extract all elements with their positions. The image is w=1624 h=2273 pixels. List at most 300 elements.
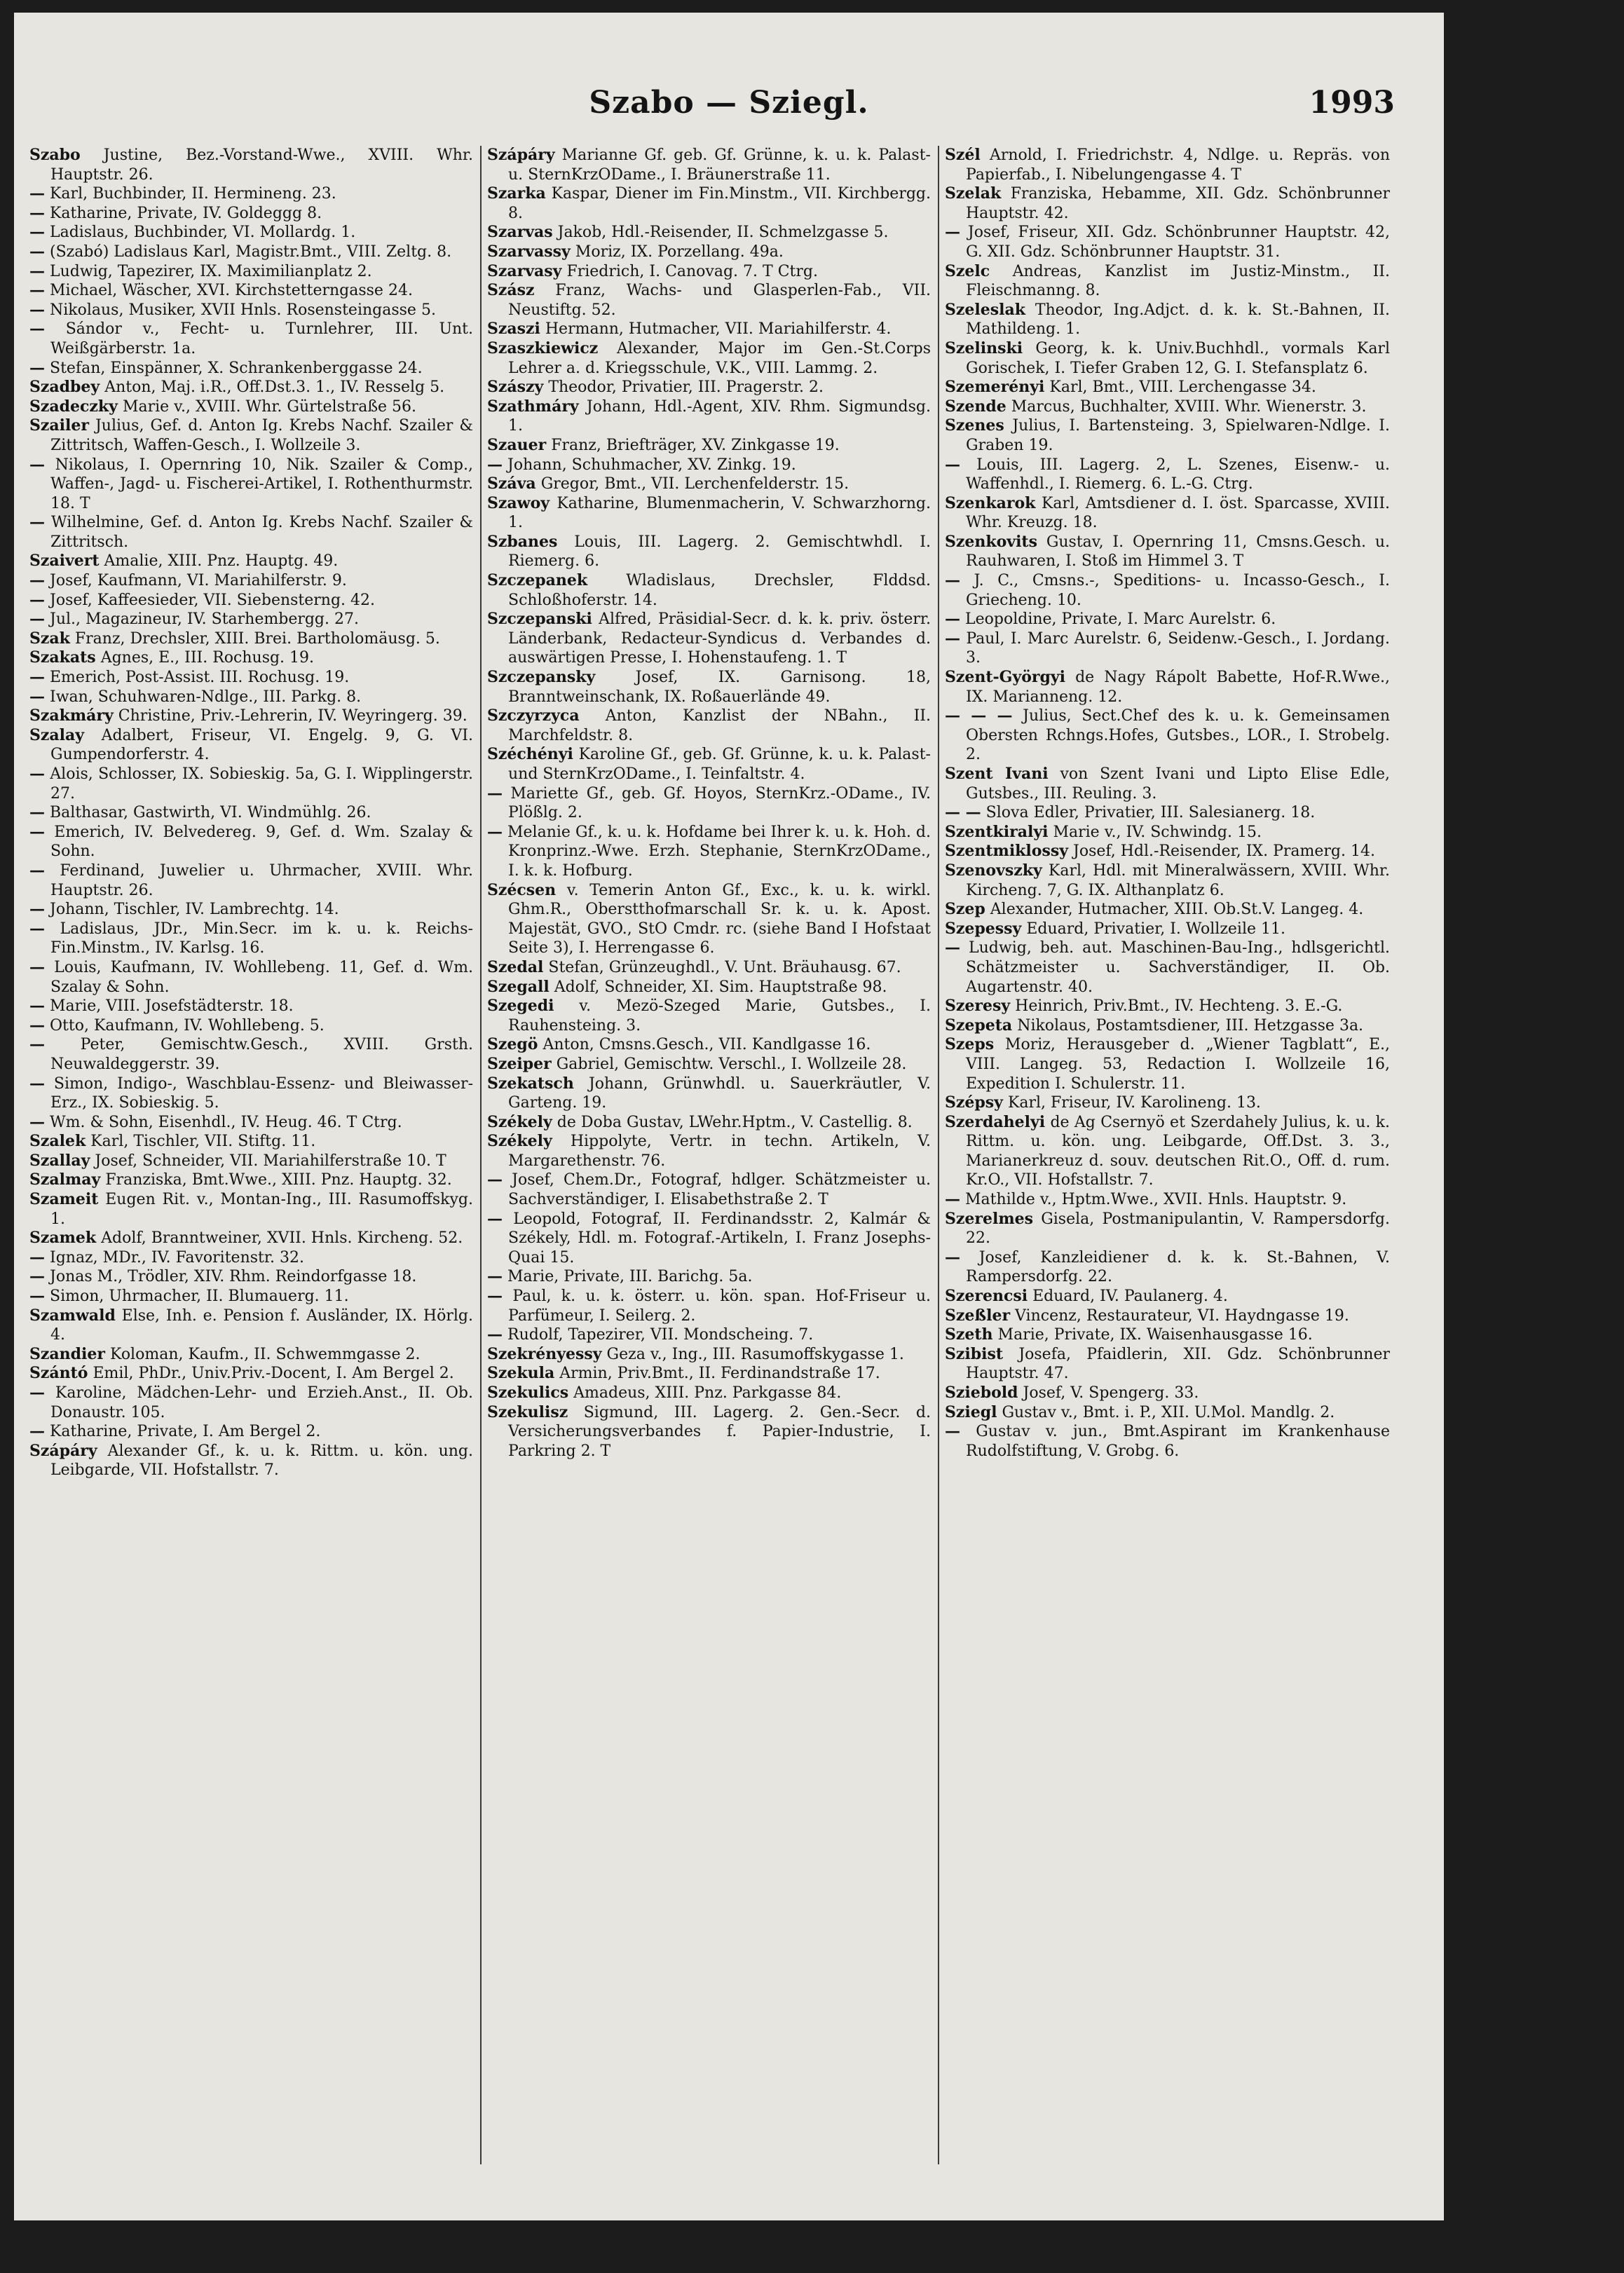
directory-entry — [487, 610, 931, 668]
entry-surname: Szent Ivani — [945, 765, 1049, 783]
directory-entry — [945, 378, 1390, 397]
entry-surname: — — [945, 455, 960, 474]
entry-details: Josef, Kanzleidiener d. k. k. St.-Bahnen, V. Rampersdorfg. 22. — [966, 1248, 1390, 1286]
entry-surname: Szauer — [487, 435, 547, 454]
directory-entry — [487, 184, 931, 223]
entry-surname: — — [29, 1422, 45, 1441]
entry-surname: Szekula — [487, 1364, 555, 1383]
entry-surname: Szarka — [487, 184, 546, 203]
directory-entry — [29, 1306, 473, 1345]
entry-surname: Szaszi — [487, 320, 540, 339]
entry-surname: Szeßler — [945, 1306, 1011, 1325]
directory-entry — [945, 900, 1390, 920]
entry-details: Marcus, Buchhalter, XVIII. Whr. Wienerstr. 3. — [1011, 397, 1367, 416]
directory-entry — [487, 1267, 931, 1287]
entry-surname: Szakats — [29, 648, 96, 667]
entry-surname: Szerelmes — [945, 1209, 1033, 1228]
entry-details: Rudolf, Tapezirer, VII. Mondscheing. 7. — [507, 1326, 814, 1344]
entry-surname: Szekulisz — [487, 1402, 568, 1421]
entry-details: Moriz, Herausgeber d. „Wiener Tagblatt“, E., VIII. Langeg. 53, Redaction I. Wollzeile 16, Expedition I. Schulerstr. 11. — [966, 1036, 1390, 1093]
entry-details: Stefan, Einspänner, X. Schrankenberggasse 24. — [50, 359, 423, 377]
directory-entry — [29, 416, 473, 455]
directory-entry — [29, 397, 473, 417]
directory-entry — [29, 204, 473, 224]
entry-surname: Szarvas — [487, 223, 553, 242]
directory-entry — [487, 997, 931, 1035]
entry-details: Vincenz, Restaurateur, VI. Haydngasse 19. — [1015, 1306, 1349, 1325]
directory-entry — [945, 184, 1390, 223]
entry-details: Josef, Friseur, XII. Gdz. Schönbrunner Hauptstr. 42, G. XII. Gdz. Schönbrunner Hauptstr. 31. — [966, 224, 1391, 261]
entry-details: Ignaz, MDr., IV. Favoritenstr. 32. — [50, 1248, 304, 1267]
entry-details: Paul, I. Marc Aurelstr. 6, Seidenw.-Gesch., I. Jordang. 3. — [966, 629, 1390, 667]
directory-entry — [29, 378, 473, 397]
entry-surname: Szamwald — [29, 1306, 116, 1325]
directory-entry — [945, 1035, 1390, 1093]
entry-surname: — — [29, 571, 45, 590]
directory-entry — [945, 842, 1390, 861]
page-header — [14, 72, 1444, 135]
entry-surname: — — [487, 1209, 503, 1228]
entry-surname: Szeleslak — [945, 300, 1025, 319]
entry-details: Anton, Kanzlist der NBahn., II. Marchfeldstr. 8. — [508, 707, 931, 744]
entry-details: Karoline, Mädchen-Lehr- und Erzieh.Anst., II. Ob. Donaustr. 105. — [50, 1384, 473, 1421]
entry-surname: — — [29, 300, 45, 319]
entry-surname: — — [29, 455, 45, 474]
entry-details: Josef, Hdl.-Reisender, IX. Pramerg. 14. — [1073, 842, 1375, 861]
entry-surname: — — [29, 513, 45, 532]
directory-entry — [945, 456, 1390, 494]
entry-details: Karl, Friseur, IV. Karolineng. 13. — [1007, 1094, 1261, 1112]
entry-surname: Szameit — [29, 1190, 99, 1209]
entry-surname: Szegö — [487, 1035, 538, 1054]
entry-details: Jakob, Hdl.-Reisender, II. Schmelzgasse 5. — [557, 224, 889, 242]
entry-surname: — — [29, 1074, 45, 1093]
entry-surname: Szalek — [29, 1132, 86, 1151]
entry-surname: — — [29, 668, 45, 687]
directory-entry — [29, 629, 473, 649]
entry-details: Else, Inh. e. Pension f. Ausländer, IX. Hörlg. 4. — [50, 1306, 473, 1344]
entry-details: Eduard, IV. Paulanerg. 4. — [1032, 1288, 1228, 1306]
entry-surname: Szczepanek — [487, 571, 588, 590]
entry-details: Paul, k. u. k. österr. u. kön. span. Hof-Friseur u. Parfümeur, I. Seilerg. 2. — [508, 1288, 931, 1325]
entry-details: Josef, IX. Garnisong. 18, Branntweinschank, IX. Roßauerlände 49. — [508, 669, 931, 706]
entry-details: Louis, Kaufmann, IV. Wohllebeng. 11, Gef. d. Wm. Szalay & Sohn. — [50, 958, 474, 996]
entry-surname: Szász — [487, 281, 535, 300]
entry-details: Peter, Gemischtw.Gesch., XVIII. Grsth. Neuwaldeggerstr. 39. — [50, 1036, 474, 1073]
entry-surname: Székely — [487, 1132, 552, 1151]
entry-surname: Szelc — [945, 261, 990, 280]
entry-details: Alexander Gf., k. u. k. Rittm. u. kön. ung. Leibgarde, VII. Hofstallstr. 7. — [50, 1442, 473, 1480]
entry-surname: Száva — [487, 475, 536, 493]
directory-entry — [29, 1152, 473, 1171]
entry-details: Julius, Gef. d. Anton Ig. Krebs Nachf. Szailer & Zittritsch, Waffen-Gesch., I. Wollzeile 3. — [50, 417, 473, 454]
directory-entry — [29, 301, 473, 320]
column-right — [939, 146, 1397, 2164]
directory-entry — [29, 513, 473, 552]
directory-entry — [29, 262, 473, 282]
entry-surname: — — [29, 1248, 45, 1267]
directory-entry — [487, 456, 931, 475]
entry-details: Katharine, Blumenmacherin, V. Schwarzhorng. 1. — [508, 494, 931, 532]
directory-entry — [945, 223, 1390, 261]
entry-surname: — — — [945, 803, 981, 822]
entry-details: Gustav v., Bmt. i. P., XII. U.Mol. Mandlg. 2. — [1002, 1403, 1335, 1421]
entry-details: Justine, Bez.-Vorstand-Wwe., XVIII. Whr. Hauptstr. 26. — [50, 146, 473, 184]
entry-details: Alois, Schlosser, IX. Sobieskig. 5a, G. I. Wipplingerstr. 27. — [50, 765, 473, 803]
entry-details: Josef, Schneider, VII. Mariahilferstraße 10. T — [95, 1152, 446, 1170]
entry-details: Friedrich, I. Canovag. 7. T Ctrg. — [566, 262, 818, 280]
directory-entry — [945, 997, 1390, 1016]
directory-entry — [945, 707, 1390, 765]
directory-entry — [487, 978, 931, 997]
entry-surname: Szentmiklossy — [945, 842, 1068, 861]
entry-details: Karoline Gf., geb. Gf. Grünne, k. u. k. Palast- und SternKrzODame., I. Teinfaltstr. 4. — [508, 746, 931, 783]
entry-surname: Szántó — [29, 1364, 88, 1383]
entry-surname: Szápáry — [487, 146, 555, 164]
entry-details: Alexander, Major im Gen.-St.Corps Lehrer a. d. Kriegsschule, V.K., VIII. Lammg. 2. — [508, 339, 931, 377]
entry-details: Leopold, Fotograf, II. Ferdinandsstr. 2, Kalmár & Székely, Hdl. m. Fotograf.-Artikeln, I. Franz Josephs-Quai 15. — [508, 1210, 931, 1267]
entry-details: Marie, Private, IX. Waisenhausgasse 16. — [997, 1326, 1313, 1344]
entry-surname: Szaivert — [29, 552, 100, 571]
entry-surname: Szibist — [945, 1344, 1004, 1363]
entry-details: Karl, Hdl. mit Mineralwässern, XVIII. Whr. Kircheng. 7, G. IX. Althanplatz 6. — [966, 861, 1391, 899]
directory-entry — [487, 1170, 931, 1209]
directory-entry — [487, 436, 931, 456]
directory-entry — [29, 1074, 473, 1113]
directory-entry — [945, 668, 1390, 707]
entry-details: Wladislaus, Drechsler, Flddsd. Schloßhoferstr. 14. — [508, 572, 931, 609]
entry-details: Amalie, XIII. Pnz. Hauptg. 49. — [104, 552, 339, 571]
entry-details: Marie, VIII. Josefstädterstr. 18. — [50, 997, 294, 1016]
entry-details: Balthasar, Gastwirth, VI. Windmühlg. 26. — [50, 804, 371, 822]
entry-surname: Szepessy — [945, 919, 1022, 938]
entry-details: Stefan, Grünzeughdl., V. Unt. Bräuhausg. 67. — [548, 958, 901, 976]
directory-entry — [945, 1210, 1390, 1248]
entry-surname: — — [29, 203, 45, 222]
entry-details: Adalbert, Friseur, VI. Engelg. 9, G. VI. Gumpendorferstr. 4. — [50, 726, 473, 764]
directory-entry — [945, 861, 1390, 900]
directory-entry — [29, 610, 473, 629]
directory-entry — [487, 1132, 931, 1170]
entry-surname: Szallay — [29, 1151, 90, 1170]
directory-entry — [487, 397, 931, 436]
entry-details: Katharine, Private, I. Am Bergel 2. — [50, 1423, 321, 1441]
entry-surname: — — [487, 1287, 503, 1306]
entry-details: Eduard, Privatier, I. Wollzeile 11. — [1026, 920, 1286, 938]
entry-details: Nikolaus, Musiker, XVII Hnls. Rosensteingasse 5. — [50, 301, 436, 319]
entry-surname: Szelinski — [945, 339, 1023, 357]
directory-entry — [29, 456, 473, 514]
entry-surname: Szeps — [945, 1035, 995, 1054]
entry-surname: — — [29, 223, 45, 242]
directory-entry — [945, 938, 1390, 997]
directory-entry — [945, 262, 1390, 301]
directory-entry — [487, 1345, 931, 1365]
entry-surname: — — [29, 1287, 45, 1306]
directory-entry — [945, 920, 1390, 939]
directory-entry — [29, 1384, 473, 1422]
directory-entry — [487, 1035, 931, 1055]
directory-entry — [945, 1325, 1390, 1345]
entry-details: v. Temerin Anton Gf., Exc., k. u. k. wirkl. Ghm.R., Oberstthofmarschall Sr. k. u. k. Apost. Majestät, GVO., StO Cmdr. rc. (siehe Band I Hofstaat Seite 3), I. Herrengasse 6. — [508, 881, 931, 957]
entry-details: Michael, Wäscher, XVI. Kirchstetterngasse 24. — [50, 282, 413, 300]
entry-surname: — — [945, 629, 960, 648]
entry-surname: — — [945, 1422, 960, 1441]
directory-entry — [945, 146, 1390, 184]
entry-details: de Doba Gustav, LWehr.Hptm., V. Castellig. 8. — [557, 1113, 913, 1131]
entry-surname: Szamek — [29, 1229, 97, 1248]
entry-surname: — — [29, 590, 45, 609]
entry-details: Adolf, Branntweiner, XVII. Hnls. Kircheng. 52. — [101, 1229, 463, 1248]
entry-details: Franz, Wachs- und Glasperlen-Fab., VII. Neustiftg. 52. — [508, 282, 931, 319]
entry-details: Karl, Amtsdiener d. I. öst. Sparcasse, XVIII. Whr. Kreuzg. 18. — [966, 494, 1390, 532]
entry-details: Ferdinand, Juwelier u. Uhrmacher, XVIII. Whr. Hauptstr. 26. — [50, 861, 473, 899]
entry-surname: Szaszkiewicz — [487, 339, 599, 357]
entry-details: Franz, Drechsler, XIII. Brei. Bartholomäusg. 5. — [74, 629, 440, 648]
directory-entry — [487, 475, 931, 494]
entry-details: Mathilde v., Hptm.Wwe., XVII. Hnls. Hauptstr. 9. — [965, 1191, 1347, 1209]
entry-surname: Szabo — [29, 146, 81, 164]
directory-entry — [29, 1422, 473, 1442]
directory-entry — [29, 1035, 473, 1074]
directory-entry — [945, 765, 1390, 803]
entry-surname: — — [487, 1267, 503, 1286]
entry-surname: Szeresy — [945, 997, 1011, 1016]
entry-details: Johann, Grünwhdl. u. Sauerkräutler, V. Garteng. 19. — [508, 1074, 932, 1112]
entry-surname: Szenes — [945, 416, 1004, 435]
entry-surname: Sziegl — [945, 1402, 997, 1421]
entry-details: Gregor, Bmt., VII. Lerchenfelderstr. 15. — [540, 475, 849, 493]
entry-details: Andreas, Kanzlist im Justiz-Minstm., II. Fleischmanng. 8. — [966, 262, 1390, 300]
directory-entry — [487, 668, 931, 707]
entry-details: Johann, Schuhmacher, XV. Zinkg. 19. — [507, 456, 796, 474]
entry-details: Julius, Sect.Chef des k. u. k. Gemeinsamen Obersten Rchngs.Hofes, Gutsbes., LOR., I. Strobelg. 2. — [966, 707, 1390, 764]
entry-details: Leopoldine, Private, I. Marc Aurelstr. 6. — [965, 610, 1276, 629]
directory-entry — [945, 301, 1390, 339]
entry-surname: Szarvassy — [487, 242, 571, 261]
entry-surname: — — [29, 919, 45, 938]
entry-details: Karl, Buchbinder, II. Hermineng. 23. — [50, 185, 336, 203]
entry-details: Franziska, Hebamme, XII. Gdz. Schönbrunner Hauptstr. 42. — [966, 185, 1390, 222]
entry-details: Johann, Hdl.-Agent, XIV. Rhm. Sigmundsg. 1. — [508, 397, 931, 435]
directory-entry — [945, 1113, 1390, 1190]
entry-surname: — — [29, 242, 45, 261]
directory-columns — [24, 146, 1398, 2164]
entry-details: Moriz, IX. Porzellang. 49a. — [575, 243, 784, 261]
entry-details: Marie v., IV. Schwindg. 15. — [1053, 823, 1262, 841]
directory-entry — [945, 1287, 1390, 1306]
entry-details: Franz, Briefträger, XV. Zinkgasse 19. — [551, 436, 840, 454]
entry-details: Ludwig, beh. aut. Maschinen-Bau-Ing., hdlsgerichtl. Schätzmeister u. Sachverständiger, II. Ob. Augartenstr. 40. — [966, 939, 1390, 996]
directory-entry — [29, 1345, 473, 1365]
directory-entry — [29, 765, 473, 803]
entry-details: Jul., Magazineur, IV. Starhembergg. 27. — [50, 610, 359, 629]
directory-entry — [29, 1229, 473, 1248]
directory-entry — [29, 997, 473, 1016]
entry-surname: — — [29, 861, 45, 880]
entry-surname: Székely — [487, 1112, 552, 1131]
entry-details: Simon, Uhrmacher, II. Blumauerg. 11. — [50, 1288, 349, 1306]
directory-entry — [487, 1074, 931, 1113]
entry-surname: — — [29, 900, 45, 919]
entry-surname: Szentkiralyi — [945, 822, 1049, 841]
directory-entry — [29, 1190, 473, 1229]
directory-entry — [29, 1287, 473, 1306]
entry-surname: Szathmáry — [487, 397, 579, 416]
entry-details: Wilhelmine, Gef. d. Anton Ig. Krebs Nachf. Szailer & Zittritsch. — [50, 514, 474, 551]
directory-entry — [29, 146, 473, 184]
entry-surname: Szalay — [29, 725, 85, 744]
directory-entry — [487, 571, 931, 610]
entry-surname: — — [945, 571, 960, 590]
entry-surname: Szelak — [945, 184, 1002, 203]
entry-surname: — — — — [945, 707, 1013, 725]
directory-entry — [29, 1364, 473, 1384]
entry-surname: Szápáry — [29, 1441, 97, 1460]
directory-entry — [29, 958, 473, 997]
entry-surname: Szeth — [945, 1325, 993, 1344]
entry-surname: Szenovszky — [945, 861, 1042, 880]
directory-entry — [487, 823, 931, 881]
directory-entry — [29, 591, 473, 610]
entry-surname: — — [29, 1112, 45, 1131]
directory-entry — [487, 1384, 931, 1403]
entry-surname: Szerdahelyi — [945, 1112, 1046, 1131]
directory-entry — [29, 243, 473, 262]
entry-surname: — — [29, 765, 45, 783]
directory-entry — [945, 1306, 1390, 1326]
directory-entry — [29, 223, 473, 243]
directory-entry — [487, 784, 931, 823]
directory-entry — [487, 1325, 931, 1345]
entry-details: Karl, Tischler, VII. Stiftg. 11. — [90, 1133, 316, 1151]
entry-surname: Szegedi — [487, 997, 554, 1016]
directory-entry — [487, 707, 931, 745]
entry-details: Louis, III. Lagerg. 2, L. Szenes, Eisenw.- u. Waffenhdl., I. Riemerg. 6. L.-G. Ctrg. — [966, 456, 1390, 493]
entry-details: Ladislaus, JDr., Min.Secr. im k. u. k. Reichs-Fin.Minstm., IV. Karlsg. 16. — [50, 920, 473, 957]
entry-surname: — — [945, 1248, 960, 1267]
directory-entry — [945, 1093, 1390, 1113]
directory-entry — [487, 533, 931, 571]
entry-details: Josef, Kaufmann, VI. Mariahilferstr. 9. — [50, 572, 347, 590]
entry-details: Anton, Cmsns.Gesch., VII. Kandlgasse 16. — [543, 1036, 871, 1054]
entry-surname: — — [29, 610, 45, 629]
directory-entry — [945, 1422, 1390, 1461]
directory-entry — [29, 823, 473, 861]
entry-details: Amadeus, XIII. Pnz. Parkgasse 84. — [573, 1384, 842, 1402]
entry-details: Anton, Maj. i.R., Off.Dst.3. 1., IV. Resselg 5. — [104, 378, 445, 397]
entry-surname: Szailer — [29, 416, 89, 435]
directory-entry — [945, 339, 1390, 378]
entry-details: Sigmund, III. Lagerg. 2. Gen.-Secr. d. Versicherungsverbandes f. Papier-Industrie, I. Parkring 2. T — [508, 1403, 931, 1460]
entry-details: (Szabó) Ladislaus Karl, Magistr.Bmt., VIII. Zeltg. 8. — [50, 243, 452, 261]
entry-details: Wm. & Sohn, Eisenhdl., IV. Heug. 46. T Ctrg. — [50, 1113, 402, 1131]
directory-entry — [29, 1170, 473, 1190]
entry-surname: Szekrényessy — [487, 1344, 602, 1363]
directory-entry — [29, 668, 473, 688]
entry-surname: Szépsy — [945, 1093, 1003, 1112]
entry-surname: Szerencsi — [945, 1287, 1028, 1306]
entry-surname: Szczyrzyca — [487, 707, 580, 725]
directory-entry — [29, 281, 473, 301]
entry-surname: Szemerényi — [945, 378, 1045, 397]
entry-details: Marie, Private, III. Barichg. 5a. — [507, 1268, 753, 1286]
entry-surname: Szent-Györgyi — [945, 668, 1066, 687]
entry-details: Christine, Priv.-Lehrerin, IV. Weyringerg. 39. — [118, 707, 468, 725]
entry-details: Karl, Bmt., VIII. Lerchengasse 34. — [1049, 378, 1316, 397]
entry-details: Arnold, I. Friedrichstr. 4, Ndlge. u. Repräs. von Papierfab., I. Nibelungengasse 4. T — [966, 146, 1391, 184]
entry-surname: Szeiper — [487, 1054, 552, 1073]
entry-surname: Sziebold — [945, 1384, 1018, 1402]
directory-entry — [29, 1016, 473, 1036]
entry-surname: — — [487, 784, 503, 803]
entry-surname: Szegall — [487, 977, 550, 996]
running-head: Szabo — Sziegl. — [589, 85, 869, 121]
entry-details: Katharine, Private, IV. Goldeggg 8. — [50, 204, 322, 222]
directory-entry — [487, 494, 931, 533]
directory-entry — [29, 571, 473, 591]
entry-surname: Szepeta — [945, 1016, 1013, 1035]
entry-surname: Szczepansky — [487, 668, 596, 687]
directory-entry — [29, 726, 473, 765]
directory-entry — [29, 184, 473, 204]
directory-entry — [487, 1210, 931, 1268]
entry-surname: Szél — [945, 146, 981, 164]
entry-details: Johann, Tischler, IV. Lambrechtg. 14. — [50, 901, 339, 919]
entry-surname: — — [487, 822, 503, 841]
entry-details: Agnes, E., III. Rochusg. 19. — [100, 649, 315, 667]
entry-details: Armin, Priv.Bmt., II. Ferdinandstraße 17. — [559, 1365, 880, 1383]
entry-details: Josefa, Pfaidlerin, XII. Gdz. Schönbrunner Hauptstr. 47. — [966, 1345, 1390, 1383]
directory-entry — [945, 803, 1390, 823]
page-number: 1993 — [1309, 85, 1395, 121]
entry-details: Jonas M., Trödler, XIV. Rhm. Reindorfgasse 18. — [50, 1268, 417, 1286]
entry-details: de Ag Csernyö et Szerdahely Julius, k. u. k. Rittm. u. kön. ung. Leibgarde, Off.Dst. 3. 3., Marianerkreuz d. souv. deutschen Rit.O., Off. d. rum. Kr.O., VII. Hofstallstr. 7. — [966, 1113, 1390, 1189]
entry-details: Mariette Gf., geb. Gf. Hoyos, SternKrz.-ODame., IV. Plößlg. 2. — [508, 784, 931, 822]
entry-details: Heinrich, Priv.Bmt., IV. Hechteng. 3. E.-G. — [1015, 997, 1343, 1016]
entry-surname: Szak — [29, 629, 70, 648]
directory-entry — [945, 533, 1390, 571]
entry-details: Theodor, Ing.Adjct. d. k. k. St.-Bahnen, II. Mathildeng. 1. — [966, 301, 1390, 339]
entry-details: Ladislaus, Buchbinder, VI. Mollardg. 1. — [50, 224, 356, 242]
entry-details: Eugen Rit. v., Montan-Ing., III. Rasumoffskyg. 1. — [50, 1191, 473, 1228]
directory-entry — [945, 571, 1390, 610]
directory-entry — [487, 1287, 931, 1325]
entry-details: v. Mezö-Szeged Marie, Gutsbes., I. Rauhensteing. 3. — [508, 997, 931, 1035]
entry-details: Theodor, Privatier, III. Pragerstr. 2. — [548, 378, 824, 397]
directory-entry — [29, 359, 473, 378]
entry-details: Hippolyte, Vertr. in techn. Artikeln, V. Margarethenstr. 76. — [508, 1133, 931, 1170]
directory-entry — [487, 881, 931, 958]
entry-details: Emil, PhDr., Univ.Priv.-Docent, I. Am Bergel 2. — [93, 1365, 454, 1383]
entry-surname: — — [29, 320, 45, 339]
directory-entry — [487, 320, 931, 339]
directory-entry — [29, 707, 473, 726]
directory-entry — [487, 378, 931, 397]
entry-details: de Nagy Rápolt Babette, Hof-R.Wwe., IX. Marianneng. 12. — [966, 669, 1390, 706]
entry-surname: Szenkovits — [945, 532, 1037, 551]
directory-entry — [29, 1113, 473, 1133]
entry-details: Simon, Indigo-, Waschblau-Essenz- und Bleiwasser-Erz., IX. Sobieskig. 5. — [50, 1074, 473, 1112]
entry-details: Gabriel, Gemischtw. Verschl., I. Wollzeile 28. — [556, 1055, 907, 1073]
directory-entry — [29, 1267, 473, 1287]
entry-surname: Szekatsch — [487, 1074, 574, 1093]
directory-entry — [29, 320, 473, 358]
entry-surname: — — [29, 1016, 45, 1035]
directory-entry — [945, 1403, 1390, 1423]
entry-details: Josef, V. Spengerg. 33. — [1023, 1384, 1199, 1402]
directory-entry — [29, 1248, 473, 1268]
